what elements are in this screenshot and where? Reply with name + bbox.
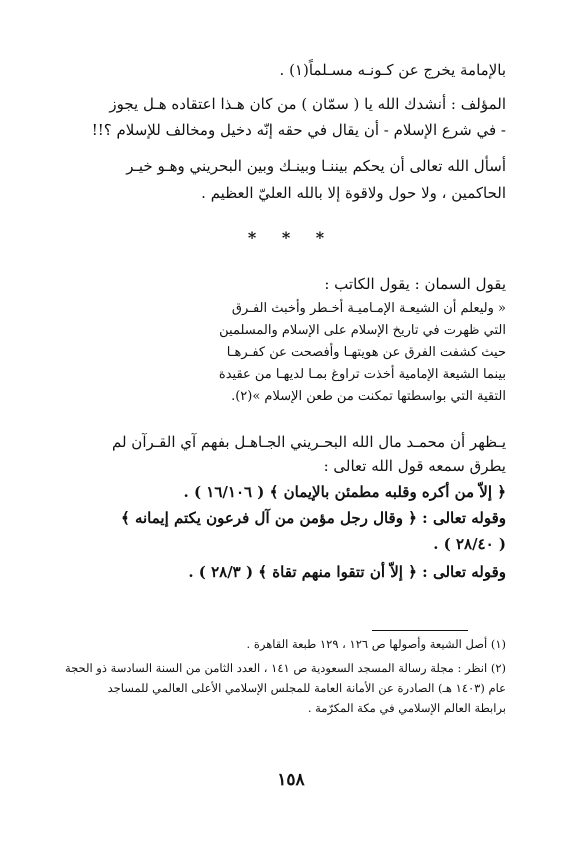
text-line: بالإمامة يخرج عن كـونـه مسـلماً(١) . <box>279 61 506 79</box>
footnote-2-line-2: عام (١٤٠٣ هـ) الصادرة عن الأمانة العامة للمجلس الإسلامي الأعلى العالمي للمساجد <box>107 681 506 695</box>
author-line-1: المؤلف : أنشدك الله يا ( سمّان ) من كان هـذا اعتقاده هـل يجوز <box>109 95 506 113</box>
footnote-divider <box>372 630 468 631</box>
prayer-line-2: الحاكمين ، ولا حول ولاقوة إلا بالله العليّ العظيم . <box>201 184 506 202</box>
quote-line-1: « وليعلم أن الشيعـة الإمـاميـة أخـطر وأخبث الفـرق <box>231 301 506 316</box>
conclusion-line-1: يـظهر أن محمـد مال الله البحـريني الجـاهـل بفهم آي القـرآن لم <box>111 433 506 451</box>
footnote-2-line-1: (٢) انظر : مجلة رسالة المسجد السعودية ص ١٤١ ، العدد الثامن من السنة السادسة ذو الحجة <box>64 661 506 675</box>
footnote-2-line-3: برابطة العالم الإسلامي في مكة المكرّمة . <box>307 701 506 715</box>
footnote-1: (١) أصل الشيعة وأصولها ص ١٢٦ ، ١٢٩ طبعة القاهرة . <box>246 637 506 651</box>
quote-line-3: حيث كشفت الفرق عن هويتهـا وأفصحت عن كفـرهـا <box>226 345 506 360</box>
quote-line-5: التقية التي بواسطتها تمكنت من طعن الإسلام »(٢). <box>231 389 506 404</box>
section-separator: * * * <box>247 228 335 247</box>
verse-line-2: وقوله تعالى : ﴿ وقال رجل مؤمن من آل فرعون يكتم إيمانه ﴾ <box>120 509 506 527</box>
quote-line-2: التي ظهرت في تاريخ الإسلام على الإسلام والمسلمين <box>219 323 506 338</box>
quote-intro: يقول السمان : يقول الكاتب : <box>324 275 506 293</box>
verse-line-1: ﴿ إلاّ من أكره وقلبه مطمئن بالإيمان ﴾ ( ١٦/١٠٦ ) . <box>183 483 506 501</box>
verse-line-2-cont: ( ٢٨/٤٠ ) . <box>433 535 506 553</box>
conclusion-line-2: يطرق سمعه قول الله تعالى : <box>323 457 506 475</box>
page-number: ١٥٨ <box>277 770 305 790</box>
quote-line-4: بينما الشيعة الإمامية أخذت تراوغ بمـا لديهـا من عقيدة <box>218 367 506 382</box>
verse-line-3: وقوله تعالى : ﴿ إلاّ أن تتقوا منهم تقاة ﴾ ( ٢٨/٣ ) . <box>188 563 506 581</box>
author-line-2: - في شرع الإسلام - أن يقال في حقه إنّه دخيل ومخالف للإسلام ؟!! <box>91 121 506 139</box>
prayer-line-1: أسأل الله تعالى أن يحكم بيننـا وبينـك وبين البحريني وهـو خيـر <box>126 157 506 175</box>
